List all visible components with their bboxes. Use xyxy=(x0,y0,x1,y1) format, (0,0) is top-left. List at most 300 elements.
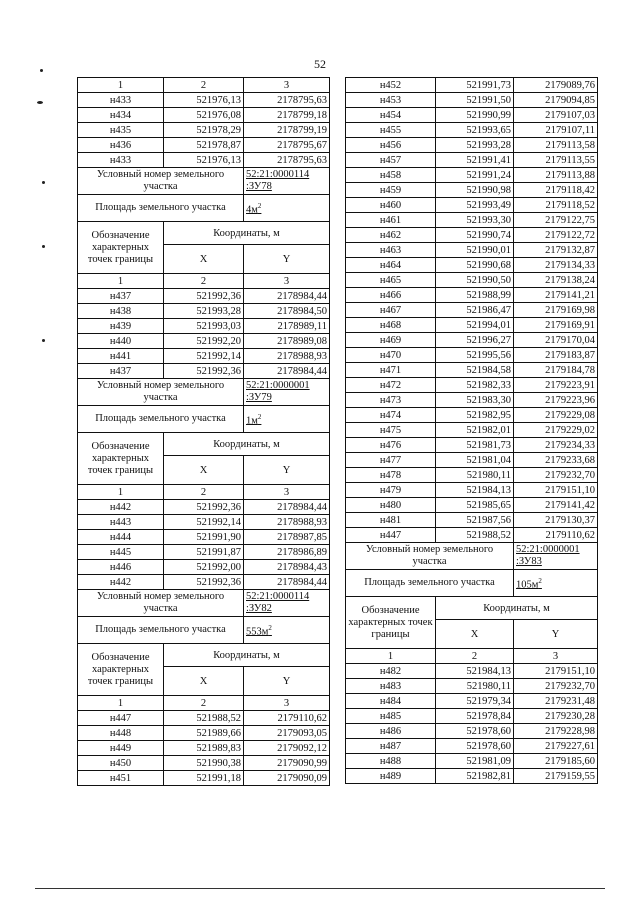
y-coordinate-cell: 2179185,60 xyxy=(514,754,598,769)
table-row xyxy=(78,741,330,756)
parcel-number-row xyxy=(78,590,330,617)
y-coordinate-cell: 2179141,42 xyxy=(514,498,598,513)
y-coordinate-cell: 2178984,43 xyxy=(244,560,330,575)
y-coordinate-cell: 2179169,98 xyxy=(514,303,598,318)
table-row xyxy=(78,726,330,741)
point-id-cell: н435 xyxy=(78,123,164,138)
x-coordinate-cell: 521978,60 xyxy=(436,739,514,754)
y-coordinate-cell: 2179110,62 xyxy=(244,711,330,726)
column-number-row xyxy=(78,78,330,93)
parcel-number-label: Условный номер земельного участка xyxy=(78,168,244,195)
column-number-cell: 1 xyxy=(78,696,164,711)
coordinates-header-row xyxy=(78,222,330,245)
x-coordinate-cell: 521991,41 xyxy=(436,153,514,168)
point-id-cell: н466 xyxy=(346,288,436,303)
point-id-cell: н481 xyxy=(346,513,436,528)
point-id-cell: н442 xyxy=(78,500,164,515)
y-coordinate-cell: 2179090,99 xyxy=(244,756,330,771)
x-coordinate-cell: 521991,50 xyxy=(436,93,514,108)
y-coordinate-cell: 2179223,91 xyxy=(514,378,598,393)
point-id-cell: н438 xyxy=(78,304,164,319)
table-row xyxy=(78,515,330,530)
point-id-cell: н456 xyxy=(346,138,436,153)
table-row xyxy=(346,423,598,438)
x-coordinate-cell: 521976,08 xyxy=(164,108,244,123)
x-coordinate-cell: 521980,11 xyxy=(436,468,514,483)
table-row xyxy=(346,769,598,784)
parcel-area-row xyxy=(78,617,330,644)
x-coordinate-cell: 521981,09 xyxy=(436,754,514,769)
coordinates-header: Координаты, м xyxy=(164,644,330,667)
scan-mark xyxy=(42,245,45,248)
x-coordinate-cell: 521991,24 xyxy=(436,168,514,183)
parcel-area-row xyxy=(78,406,330,433)
y-coordinate-cell: 2178984,44 xyxy=(244,500,330,515)
x-coordinate-cell: 521995,56 xyxy=(436,348,514,363)
y-header: Y xyxy=(514,620,598,649)
y-coordinate-cell: 2178799,18 xyxy=(244,108,330,123)
parcel-area-label: Площадь земельного участка xyxy=(346,570,514,597)
point-id-cell: н451 xyxy=(78,771,164,786)
y-coordinate-cell: 2179113,88 xyxy=(514,168,598,183)
y-coordinate-cell: 2178984,44 xyxy=(244,364,330,379)
x-coordinate-cell: 521988,52 xyxy=(436,528,514,543)
table-row xyxy=(346,679,598,694)
point-designation-header: Обозначение характерных точек границы xyxy=(78,644,164,696)
x-coordinate-cell: 521978,84 xyxy=(436,709,514,724)
table-row xyxy=(346,273,598,288)
point-id-cell: н469 xyxy=(346,333,436,348)
area-unit-exponent: 2 xyxy=(538,576,542,585)
x-coordinate-cell: 521992,00 xyxy=(164,560,244,575)
x-coordinate-cell: 521982,81 xyxy=(436,769,514,784)
point-id-cell: н433 xyxy=(78,153,164,168)
table-row xyxy=(346,694,598,709)
table-row xyxy=(346,213,598,228)
x-coordinate-cell: 521976,13 xyxy=(164,153,244,168)
point-id-cell: н484 xyxy=(346,694,436,709)
column-number-row xyxy=(78,485,330,500)
table-row xyxy=(78,711,330,726)
point-id-cell: н480 xyxy=(346,498,436,513)
x-coordinate-cell: 521993,49 xyxy=(436,198,514,213)
y-coordinate-cell: 2179093,05 xyxy=(244,726,330,741)
x-coordinate-cell: 521983,30 xyxy=(436,393,514,408)
column-number-row xyxy=(78,274,330,289)
table-row xyxy=(346,453,598,468)
y-coordinate-cell: 2178989,11 xyxy=(244,319,330,334)
column-number-cell: 3 xyxy=(244,696,330,711)
y-coordinate-cell: 2179233,68 xyxy=(514,453,598,468)
y-coordinate-cell: 2178795,63 xyxy=(244,93,330,108)
table-row xyxy=(78,138,330,153)
point-id-cell: н449 xyxy=(78,741,164,756)
x-coordinate-cell: 521986,47 xyxy=(436,303,514,318)
table-row xyxy=(78,771,330,786)
point-id-cell: н458 xyxy=(346,168,436,183)
parcel-number-row xyxy=(78,168,330,195)
x-coordinate-cell: 521980,11 xyxy=(436,679,514,694)
x-coordinate-cell: 521992,20 xyxy=(164,334,244,349)
table-row xyxy=(346,78,598,93)
parcel-area-value: $553м^2$ xyxy=(244,617,330,644)
x-header: X xyxy=(436,620,514,649)
point-id-cell: н442 xyxy=(78,575,164,590)
point-id-cell: н479 xyxy=(346,483,436,498)
point-id-cell: н447 xyxy=(78,711,164,726)
x-coordinate-cell: 521991,18 xyxy=(164,771,244,786)
y-coordinate-cell: 2178984,44 xyxy=(244,289,330,304)
table-row xyxy=(346,468,598,483)
point-id-cell: н463 xyxy=(346,243,436,258)
table-row xyxy=(78,304,330,319)
x-coordinate-cell: 521981,04 xyxy=(436,453,514,468)
y-coordinate-cell: 2179183,87 xyxy=(514,348,598,363)
x-coordinate-cell: 521992,36 xyxy=(164,575,244,590)
y-coordinate-cell: 2179122,75 xyxy=(514,213,598,228)
x-coordinate-cell: 521976,13 xyxy=(164,93,244,108)
x-header: X xyxy=(164,667,244,696)
x-coordinate-cell: 521987,56 xyxy=(436,513,514,528)
x-coordinate-cell: 521984,58 xyxy=(436,363,514,378)
table-row xyxy=(346,393,598,408)
y-coordinate-cell: 2179230,28 xyxy=(514,709,598,724)
y-coordinate-cell: 2179130,37 xyxy=(514,513,598,528)
point-id-cell: н488 xyxy=(346,754,436,769)
x-coordinate-cell: 521990,74 xyxy=(436,228,514,243)
table-row xyxy=(346,108,598,123)
table-row xyxy=(346,228,598,243)
coordinates-header: Координаты, м xyxy=(164,433,330,456)
column-number-cell: 3 xyxy=(244,274,330,289)
x-coordinate-cell: 521988,52 xyxy=(164,711,244,726)
column-number-cell: 3 xyxy=(514,649,598,664)
table-row xyxy=(78,123,330,138)
y-coordinate-cell: 2179113,58 xyxy=(514,138,598,153)
y-coordinate-cell: 2179118,42 xyxy=(514,183,598,198)
point-id-cell: н462 xyxy=(346,228,436,243)
y-coordinate-cell: 2179134,33 xyxy=(514,258,598,273)
parcel-number-row xyxy=(346,543,598,570)
parcel-area-row xyxy=(346,570,598,597)
point-id-cell: н453 xyxy=(346,93,436,108)
x-coordinate-cell: 521992,36 xyxy=(164,500,244,515)
table-row xyxy=(346,183,598,198)
parcel-area-label: Площадь земельного участка xyxy=(78,406,244,433)
x-coordinate-cell: 521984,13 xyxy=(436,483,514,498)
y-coordinate-cell: 2179113,55 xyxy=(514,153,598,168)
coordinates-header-row xyxy=(78,433,330,456)
x-coordinate-cell: 521981,73 xyxy=(436,438,514,453)
x-coordinate-cell: 521991,90 xyxy=(164,530,244,545)
point-id-cell: н470 xyxy=(346,348,436,363)
y-header: Y xyxy=(244,456,330,485)
table-row xyxy=(346,153,598,168)
x-coordinate-cell: 521978,60 xyxy=(436,724,514,739)
point-id-cell: н433 xyxy=(78,93,164,108)
x-header: X xyxy=(164,456,244,485)
x-coordinate-cell: 521993,03 xyxy=(164,319,244,334)
point-id-cell: н440 xyxy=(78,334,164,349)
table-row xyxy=(346,363,598,378)
table-row xyxy=(346,724,598,739)
x-coordinate-cell: 521990,38 xyxy=(164,756,244,771)
y-coordinate-cell: 2179089,76 xyxy=(514,78,598,93)
point-id-cell: н464 xyxy=(346,258,436,273)
parcel-area-row xyxy=(78,195,330,222)
y-coordinate-cell: 2179118,52 xyxy=(514,198,598,213)
x-coordinate-cell: 521992,14 xyxy=(164,349,244,364)
point-id-cell: н439 xyxy=(78,319,164,334)
left-coordinates-table xyxy=(77,77,330,786)
x-coordinate-cell: 521982,33 xyxy=(436,378,514,393)
table-row xyxy=(346,498,598,513)
y-coordinate-cell: 2179232,70 xyxy=(514,468,598,483)
parcel-number-value: 52:21:0000001 :ЗУ79 xyxy=(244,379,330,406)
parcel-area-value: $4м^2$ xyxy=(244,195,330,222)
point-id-cell: н467 xyxy=(346,303,436,318)
y-coordinate-cell: 2178795,67 xyxy=(244,138,330,153)
point-id-cell: н437 xyxy=(78,289,164,304)
point-id-cell: н486 xyxy=(346,724,436,739)
table-row xyxy=(346,528,598,543)
column-number-row xyxy=(78,696,330,711)
page-number: 52 xyxy=(314,57,326,71)
point-id-cell: н444 xyxy=(78,530,164,545)
column-number-cell: 2 xyxy=(436,649,514,664)
x-coordinate-cell: 521989,66 xyxy=(164,726,244,741)
right-coordinates-table xyxy=(345,77,598,784)
x-coordinate-cell: 521990,98 xyxy=(436,183,514,198)
point-id-cell: н487 xyxy=(346,739,436,754)
y-coordinate-cell: 2179107,11 xyxy=(514,123,598,138)
x-coordinate-cell: 521978,87 xyxy=(164,138,244,153)
parcel-number-label: Условный номер земельного участка xyxy=(346,543,514,570)
table-row xyxy=(346,138,598,153)
table-row xyxy=(78,349,330,364)
y-coordinate-cell: 2178795,63 xyxy=(244,153,330,168)
table-row xyxy=(346,93,598,108)
point-id-cell: н482 xyxy=(346,664,436,679)
parcel-number-row xyxy=(78,379,330,406)
point-id-cell: н468 xyxy=(346,318,436,333)
y-coordinate-cell: 2178984,44 xyxy=(244,575,330,590)
y-coordinate-cell: 2179169,91 xyxy=(514,318,598,333)
table-row xyxy=(346,258,598,273)
x-coordinate-cell: 521984,13 xyxy=(436,664,514,679)
table-row xyxy=(78,500,330,515)
x-coordinate-cell: 521978,29 xyxy=(164,123,244,138)
point-id-cell: н485 xyxy=(346,709,436,724)
y-coordinate-cell: 2179170,04 xyxy=(514,333,598,348)
y-header: Y xyxy=(244,667,330,696)
table-row xyxy=(346,438,598,453)
x-coordinate-cell: 521985,65 xyxy=(436,498,514,513)
x-coordinate-cell: 521990,99 xyxy=(436,108,514,123)
table-row xyxy=(78,93,330,108)
x-coordinate-cell: 521993,28 xyxy=(436,138,514,153)
table-row xyxy=(346,303,598,318)
column-number-cell: 1 xyxy=(78,274,164,289)
area-unit-exponent: 2 xyxy=(268,623,272,632)
table-row xyxy=(78,334,330,349)
point-id-cell: н457 xyxy=(346,153,436,168)
point-id-cell: н434 xyxy=(78,108,164,123)
y-coordinate-cell: 2179132,87 xyxy=(514,243,598,258)
point-id-cell: н443 xyxy=(78,515,164,530)
table-row xyxy=(346,333,598,348)
table-row xyxy=(78,289,330,304)
parcel-area-label: Площадь земельного участка xyxy=(78,617,244,644)
table-row xyxy=(78,575,330,590)
point-id-cell: н478 xyxy=(346,468,436,483)
point-id-cell: н437 xyxy=(78,364,164,379)
y-coordinate-cell: 2179184,78 xyxy=(514,363,598,378)
x-coordinate-cell: 521993,30 xyxy=(436,213,514,228)
x-coordinate-cell: 521982,01 xyxy=(436,423,514,438)
table-row xyxy=(78,108,330,123)
y-coordinate-cell: 2179138,24 xyxy=(514,273,598,288)
point-id-cell: н455 xyxy=(346,123,436,138)
x-coordinate-cell: 521993,65 xyxy=(436,123,514,138)
y-coordinate-cell: 2178989,08 xyxy=(244,334,330,349)
point-id-cell: н436 xyxy=(78,138,164,153)
point-id-cell: н472 xyxy=(346,378,436,393)
y-coordinate-cell: 2178986,89 xyxy=(244,545,330,560)
y-coordinate-cell: 2179107,03 xyxy=(514,108,598,123)
y-coordinate-cell: 2179228,98 xyxy=(514,724,598,739)
table-row xyxy=(346,198,598,213)
scan-mark xyxy=(42,339,45,342)
scan-mark xyxy=(40,69,43,72)
x-coordinate-cell: 521989,83 xyxy=(164,741,244,756)
point-designation-header: Обозначение характерных точек границы xyxy=(78,433,164,485)
table-row xyxy=(78,545,330,560)
scan-mark xyxy=(42,181,45,184)
point-id-cell: н483 xyxy=(346,679,436,694)
point-id-cell: н465 xyxy=(346,273,436,288)
point-id-cell: н474 xyxy=(346,408,436,423)
scan-mark xyxy=(37,101,43,104)
table-row xyxy=(78,756,330,771)
x-coordinate-cell: 521991,73 xyxy=(436,78,514,93)
y-coordinate-cell: 2179151,10 xyxy=(514,664,598,679)
point-id-cell: н450 xyxy=(78,756,164,771)
y-coordinate-cell: 2179232,70 xyxy=(514,679,598,694)
y-coordinate-cell: 2178988,93 xyxy=(244,349,330,364)
x-coordinate-cell: 521988,99 xyxy=(436,288,514,303)
column-number-cell: 2 xyxy=(164,485,244,500)
column-number-cell: 3 xyxy=(244,485,330,500)
table-row xyxy=(346,378,598,393)
x-coordinate-cell: 521992,36 xyxy=(164,364,244,379)
x-coordinate-cell: 521991,87 xyxy=(164,545,244,560)
point-id-cell: н489 xyxy=(346,769,436,784)
y-coordinate-cell: 2179110,62 xyxy=(514,528,598,543)
y-coordinate-cell: 2179141,21 xyxy=(514,288,598,303)
y-coordinate-cell: 2179151,10 xyxy=(514,483,598,498)
x-coordinate-cell: 521982,95 xyxy=(436,408,514,423)
parcel-area-value: $1м^2$ xyxy=(244,406,330,433)
x-header: X xyxy=(164,245,244,274)
y-coordinate-cell: 2179229,02 xyxy=(514,423,598,438)
y-coordinate-cell: 2179090,09 xyxy=(244,771,330,786)
x-coordinate-cell: 521992,14 xyxy=(164,515,244,530)
y-coordinate-cell: 2179092,12 xyxy=(244,741,330,756)
x-coordinate-cell: 521992,36 xyxy=(164,289,244,304)
x-coordinate-cell: 521990,50 xyxy=(436,273,514,288)
table-row xyxy=(346,408,598,423)
y-coordinate-cell: 2179223,96 xyxy=(514,393,598,408)
x-coordinate-cell: 521979,34 xyxy=(436,694,514,709)
x-coordinate-cell: 521996,27 xyxy=(436,333,514,348)
point-id-cell: н441 xyxy=(78,349,164,364)
parcel-number-label: Условный номер земельного участка xyxy=(78,379,244,406)
point-designation-header: Обозначение характерных точек границы xyxy=(346,597,436,649)
table-row xyxy=(78,153,330,168)
x-coordinate-cell: 521993,28 xyxy=(164,304,244,319)
y-coordinate-cell: 2179234,33 xyxy=(514,438,598,453)
point-id-cell: н454 xyxy=(346,108,436,123)
point-id-cell: н461 xyxy=(346,213,436,228)
parcel-number-value: 52:21:0000114 :ЗУ82 xyxy=(244,590,330,617)
column-number-cell: 1 xyxy=(346,649,436,664)
coordinates-header-row xyxy=(346,597,598,620)
point-id-cell: н475 xyxy=(346,423,436,438)
table-row xyxy=(346,513,598,528)
table-row xyxy=(78,530,330,545)
parcel-number-value: 52:21:0000114 :ЗУ78 xyxy=(244,168,330,195)
coordinates-header: Координаты, м xyxy=(164,222,330,245)
parcel-number-label: Условный номер земельного участка xyxy=(78,590,244,617)
point-id-cell: н473 xyxy=(346,393,436,408)
table-row xyxy=(346,288,598,303)
point-id-cell: н476 xyxy=(346,438,436,453)
point-id-cell: н477 xyxy=(346,453,436,468)
area-unit-exponent: 2 xyxy=(257,201,262,210)
point-id-cell: н445 xyxy=(78,545,164,560)
column-number-cell: 2 xyxy=(164,696,244,711)
x-coordinate-cell: 521990,68 xyxy=(436,258,514,273)
table-row xyxy=(78,364,330,379)
table-row xyxy=(346,739,598,754)
area-unit-exponent: 2 xyxy=(257,412,262,421)
parcel-area-value: $105м^2$ xyxy=(514,570,598,597)
y-coordinate-cell: 2179231,48 xyxy=(514,694,598,709)
table-row xyxy=(78,319,330,334)
column-number-cell: 2 xyxy=(164,78,244,93)
point-id-cell: н447 xyxy=(346,528,436,543)
page-bottom-rule xyxy=(35,888,605,889)
table-row xyxy=(346,348,598,363)
point-id-cell: н460 xyxy=(346,198,436,213)
y-coordinate-cell: 2178984,50 xyxy=(244,304,330,319)
y-header: Y xyxy=(244,245,330,274)
column-number-cell: 2 xyxy=(164,274,244,289)
coordinates-header-row xyxy=(78,644,330,667)
table-row xyxy=(346,709,598,724)
y-coordinate-cell: 2178988,93 xyxy=(244,515,330,530)
table-row xyxy=(346,243,598,258)
table-row xyxy=(346,664,598,679)
table-row xyxy=(346,123,598,138)
y-coordinate-cell: 2178987,85 xyxy=(244,530,330,545)
point-id-cell: н446 xyxy=(78,560,164,575)
table-row xyxy=(78,560,330,575)
column-number-row xyxy=(346,649,598,664)
table-row xyxy=(346,318,598,333)
table-row xyxy=(346,168,598,183)
